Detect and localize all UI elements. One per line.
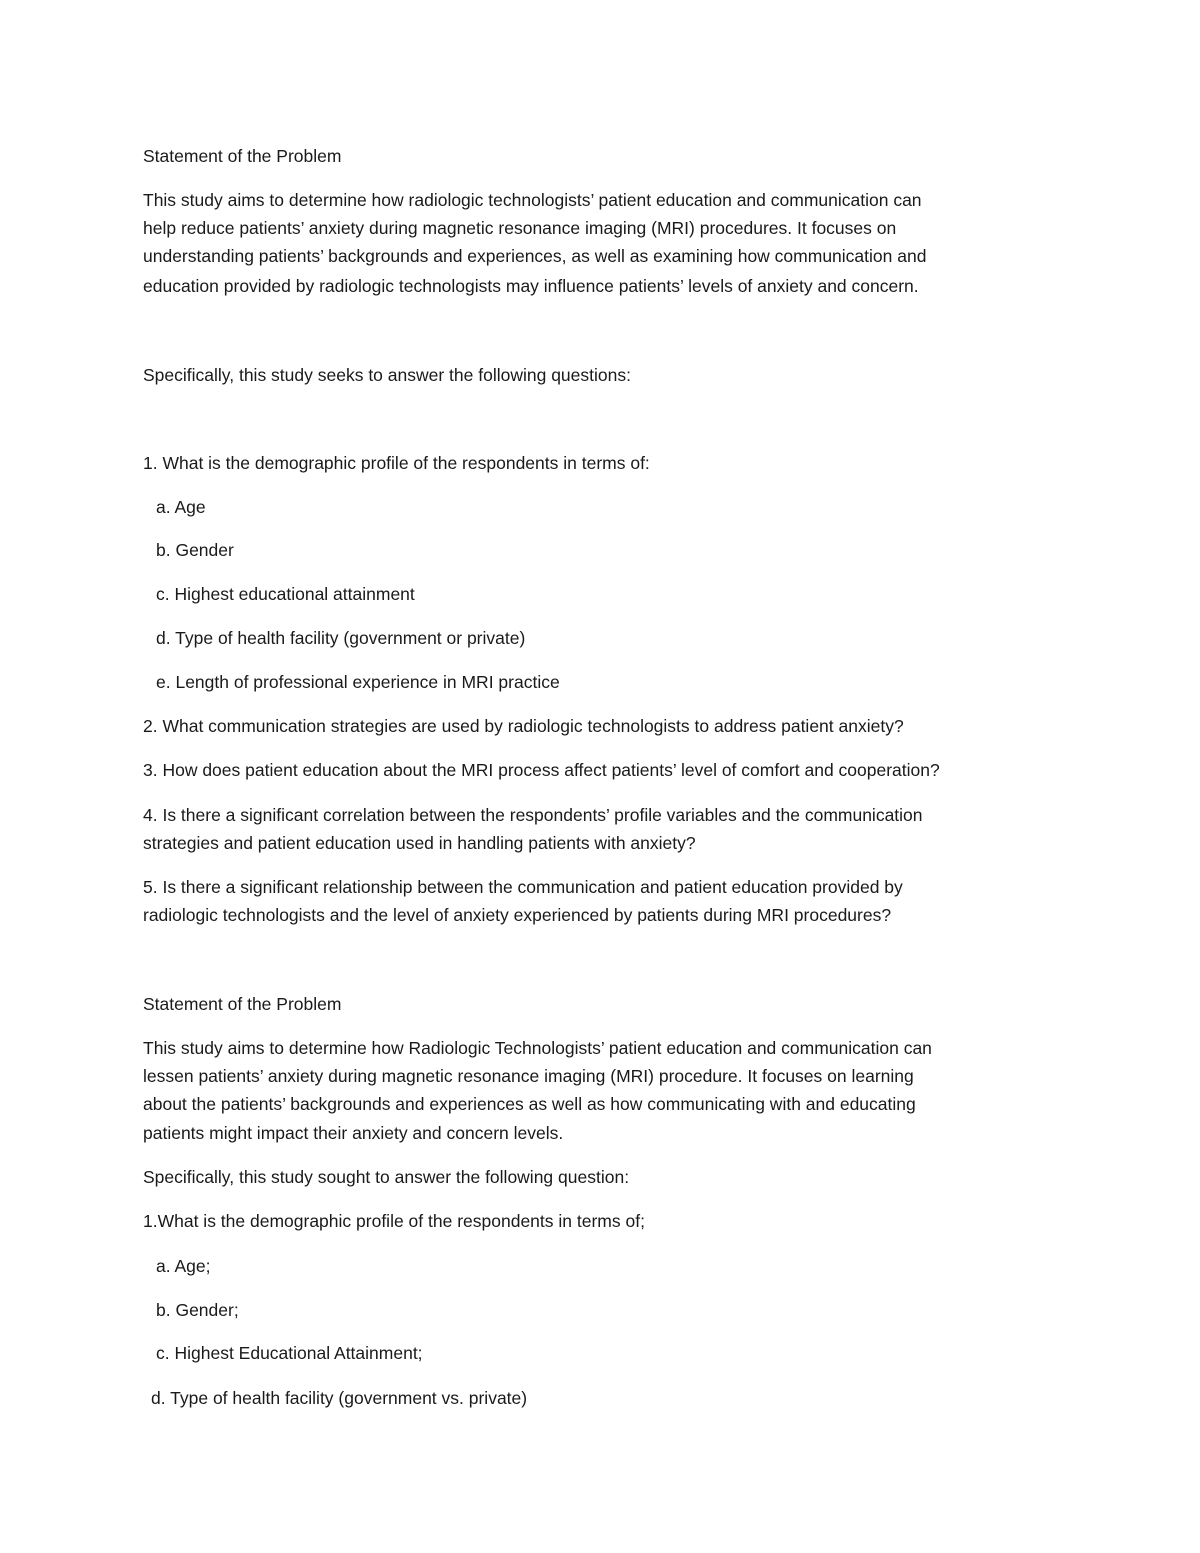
section2-paragraph-line-2: lessen patients’ anxiety during magnetic resonance imaging (MRI) procedure. It focuses on learning xyxy=(143,1066,914,1086)
section1-paragraph-line-3: understanding patients’ backgrounds and experiences, as well as examining how communication and xyxy=(143,246,927,266)
section1-q1-item-d: d. Type of health facility (government or private) xyxy=(156,628,526,648)
section2-q1-item-d: d. Type of health facility (government vs. private) xyxy=(151,1388,528,1408)
section1-question-5-line-2: radiologic technologists and the level of anxiety experienced by patients during MRI procedures? xyxy=(143,905,892,925)
section1-paragraph-line-1: This study aims to determine how radiologic technologists’ patient education and communication can xyxy=(143,190,922,210)
section1-paragraph-line-2: help reduce patients’ anxiety during magnetic resonance imaging (MRI) procedures. It focuses on xyxy=(143,218,897,238)
section2-q1-item-c: c. Highest Educational Attainment; xyxy=(156,1343,423,1363)
section1-question-4-line-1: 4. Is there a significant correlation between the respondents’ profile variables and the communication xyxy=(143,805,923,825)
section1-question-4-line-2: strategies and patient education used in handling patients with anxiety? xyxy=(143,833,696,853)
section2-heading: Statement of the Problem xyxy=(143,994,342,1014)
section2-question-1: 1.What is the demographic profile of the respondents in terms of; xyxy=(143,1211,645,1231)
section1-q1-item-c: c. Highest educational attainment xyxy=(156,584,415,604)
section1-q1-item-e: e. Length of professional experience in MRI practice xyxy=(156,672,560,692)
section2-paragraph-line-1: This study aims to determine how Radiologic Technologists’ patient education and communication can xyxy=(143,1038,932,1058)
section1-q1-item-b: b. Gender xyxy=(156,540,234,560)
section2-paragraph-line-3: about the patients’ backgrounds and experiences as well as how communicating with and educating xyxy=(143,1094,916,1114)
section2-paragraph-line-4: patients might impact their anxiety and concern levels. xyxy=(143,1123,564,1143)
section1-question-3: 3. How does patient education about the MRI process affect patients’ level of comfort and cooperation? xyxy=(143,760,940,780)
section2-q1-item-b: b. Gender; xyxy=(156,1300,239,1320)
section1-question-5-line-1: 5. Is there a significant relationship between the communication and patient education provided by xyxy=(143,877,903,897)
section1-q1-item-a: a. Age xyxy=(156,497,206,517)
section2-q1-item-a: a. Age; xyxy=(156,1256,211,1276)
section1-paragraph-line-4: education provided by radiologic technologists may influence patients’ levels of anxiety and concern. xyxy=(143,276,919,296)
section1-intro: Specifically, this study seeks to answer the following questions: xyxy=(143,365,631,385)
section1-question-2: 2. What communication strategies are used by radiologic technologists to address patient anxiety? xyxy=(143,716,904,736)
section1-heading: Statement of the Problem xyxy=(143,146,342,166)
section1-question-1: 1. What is the demographic profile of the respondents in terms of: xyxy=(143,453,650,473)
section2-intro: Specifically, this study sought to answer the following question: xyxy=(143,1167,630,1187)
